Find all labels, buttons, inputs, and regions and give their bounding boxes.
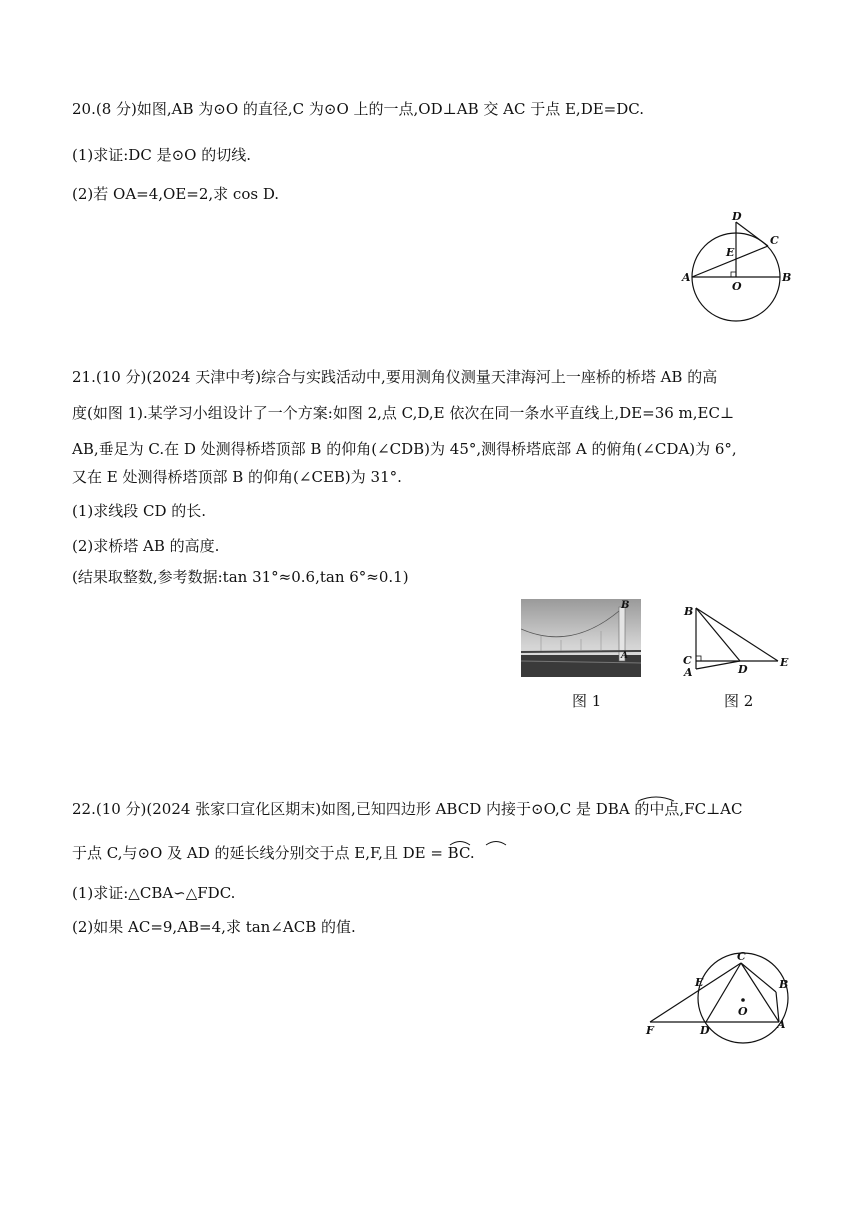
- q20-label-a: A: [682, 271, 691, 284]
- q21-line4: 又在 E 处测得桥塔顶部 B 的仰角(∠CEB)为 31°.: [72, 468, 402, 486]
- q20-label-e: E: [726, 246, 735, 259]
- q22-line2: 于点 C,与⊙O 及 AD 的延长线分别交于点 E,F,且 DE = BC.: [72, 844, 475, 862]
- q22-line1: 22.(10 分)(2024 张家口宣化区期末)如图,已知四边形 ABCD 内接于⊙O,C 是 DBA 的中点,FC⊥AC: [72, 800, 743, 818]
- q22-figure: [640, 948, 792, 1050]
- q21-label-e: E: [780, 656, 789, 669]
- q22-part2: (2)如果 AC=9,AB=4,求 tan∠ACB 的值.: [72, 918, 356, 936]
- q20-label-b: B: [782, 271, 792, 284]
- q20-label-o: O: [732, 280, 742, 293]
- q20-stem: 20.(8 分)如图,AB 为⊙O 的直径,C 为⊙O 上的一点,OD⊥AB 交 AC 于点 E,DE=DC.: [72, 100, 644, 118]
- q22-label-b: B: [779, 978, 789, 991]
- q21-figure2: [680, 603, 795, 679]
- q22-center-dot: [741, 998, 745, 1002]
- q21-line3: AB,垂足为 C.在 D 处测得桥塔顶部 B 的仰角(∠CDB)为 45°,测得桥塔底部 A 的俯角(∠CDA)为 6°,: [72, 440, 737, 458]
- q21-photo: [521, 599, 641, 677]
- q21-right-angle-mark: [696, 656, 701, 661]
- q22-label-d: D: [700, 1024, 710, 1037]
- q22-label-f: F: [646, 1024, 654, 1037]
- q22-segment-fc: [650, 963, 741, 1022]
- q21-label-a: A: [684, 666, 693, 679]
- photo-label-b: B: [621, 600, 630, 611]
- q21-label-d: D: [738, 663, 748, 676]
- q21-label-b: B: [684, 605, 694, 618]
- q20-part2: (2)若 OA=4,OE=2,求 cos D.: [72, 185, 280, 203]
- q20-figure: [680, 208, 792, 324]
- q21-part1: (1)求线段 CD 的长.: [72, 502, 207, 520]
- q22-label-o: O: [738, 1005, 748, 1018]
- q22-segment-cb: [741, 963, 776, 992]
- q21-note: (结果取整数,参考数据:tan 31°≈0.6,tan 6°≈0.1): [72, 568, 409, 586]
- q22-label-a: A: [777, 1018, 786, 1031]
- q21-fig1-caption: 图 1: [572, 692, 602, 710]
- q20-label-d: D: [732, 210, 742, 223]
- q20-label-c: C: [770, 234, 779, 247]
- q21-part2: (2)求桥塔 AB 的高度.: [72, 537, 220, 555]
- q20-part1: (1)求证:DC 是⊙O 的切线.: [72, 146, 251, 164]
- q22-arc-marks-de-bc: [448, 838, 508, 846]
- q20-right-angle-mark: [731, 272, 736, 277]
- q22-arc-mark-dba: [636, 794, 676, 802]
- q22-label-e: E: [695, 976, 704, 989]
- q21-fig2-caption: 图 2: [724, 692, 754, 710]
- q22-label-c: C: [737, 950, 746, 963]
- q21-segment-bd: [696, 608, 740, 661]
- q20-segment-dc: [736, 222, 768, 246]
- q22-part1: (1)求证:△CBA∽△FDC.: [72, 884, 236, 902]
- photo-label-a: A: [621, 651, 628, 661]
- q22-segment-cd: [706, 963, 741, 1022]
- q21-label-c: C: [683, 654, 692, 667]
- q21-segment-be: [696, 608, 778, 661]
- q21-line1: 21.(10 分)(2024 天津中考)综合与实践活动中,要用测角仪测量天津海河上一座桥的桥塔 AB 的高: [72, 368, 718, 386]
- q21-line2: 度(如图 1).某学习小组设计了一个方案:如图 2,点 C,D,E 依次在同一条水平直线上,DE=36 m,EC⊥: [72, 404, 735, 422]
- q21-segment-ad: [696, 661, 740, 669]
